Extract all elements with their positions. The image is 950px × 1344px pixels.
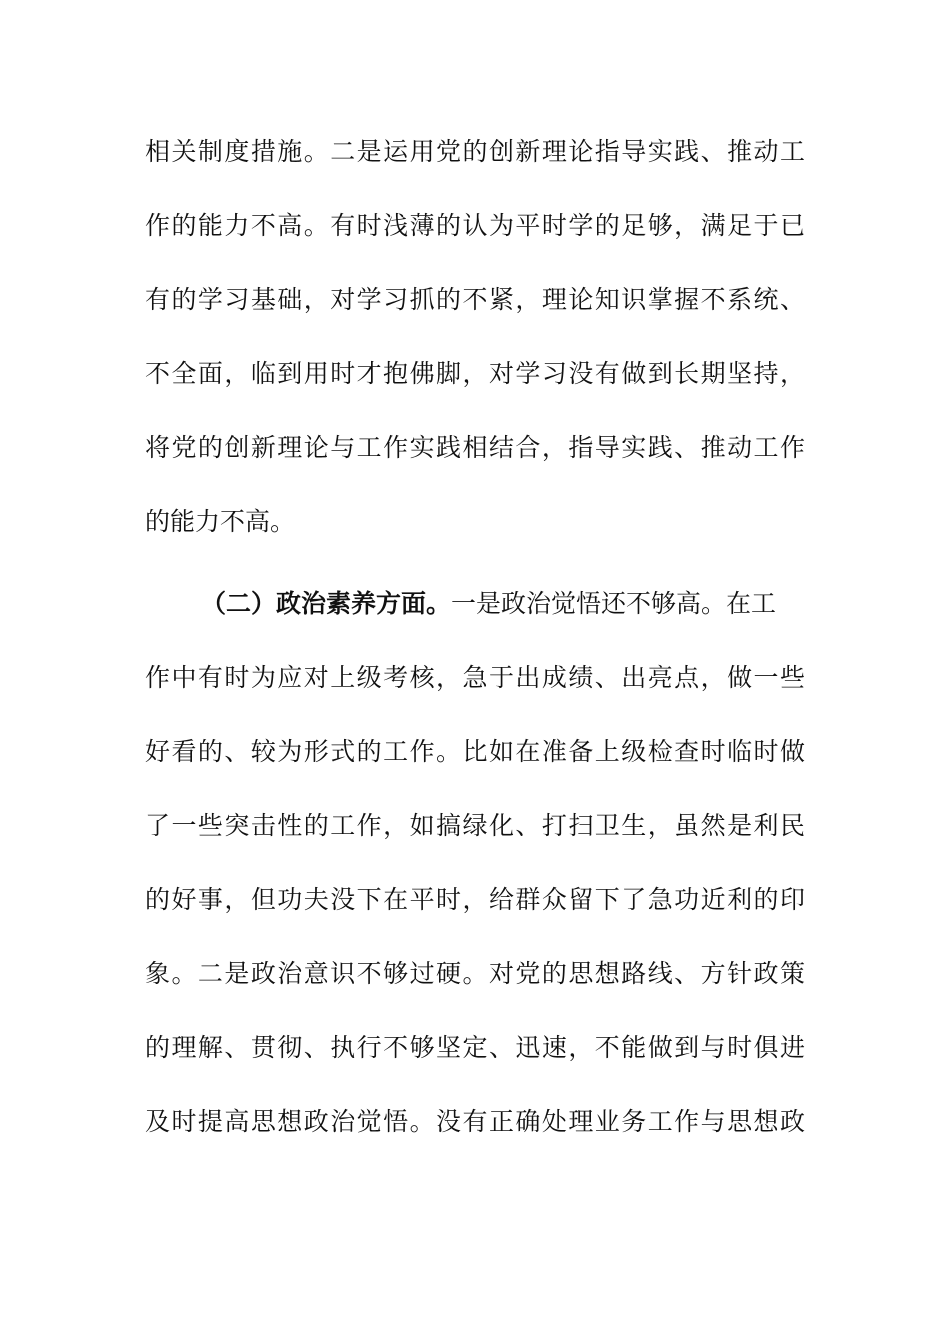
paragraph-line: 有的学习基础，对学习抓的不紧，理论知识掌握不系统、 — [145, 285, 805, 314]
paragraph-line: 的好事，但功夫没下在平时，给群众留下了急功近利的印 — [145, 885, 805, 914]
paragraph-line: 了一些突击性的工作，如搞绿化、打扫卫生，虽然是利民 — [145, 811, 805, 840]
section-heading: （二）政治素养方面。 — [201, 589, 452, 618]
paragraph-line: 好看的、较为形式的工作。比如在准备上级检查时临时做 — [145, 737, 805, 766]
paragraph-line: 作中有时为应对上级考核，急于出成绩、出亮点，做一些 — [145, 663, 805, 692]
paragraph-line: 的能力不高。 — [145, 507, 296, 536]
paragraph-line: 的理解、贯彻、执行不够坚定、迅速，不能做到与时俱进 — [145, 1033, 805, 1062]
paragraph-line: 将党的创新理论与工作实践相结合，指导实践、推动工作 — [145, 433, 805, 462]
paragraph-line: 不全面，临到用时才抱佛脚，对学习没有做到长期坚持， — [145, 359, 805, 388]
paragraph-line: 及时提高思想政治觉悟。没有正确处理业务工作与思想政 — [145, 1107, 805, 1136]
paragraph-line: 作的能力不高。有时浅薄的认为平时学的足够，满足于已 — [145, 211, 805, 240]
section-heading-line — [201, 586, 805, 622]
heading-line-text: 一是政治觉悟还不够高。在工 — [451, 589, 777, 618]
paragraph-line: 象。二是政治意识不够过硬。对党的思想路线、方针政策 — [145, 959, 805, 988]
paragraph-line: 相关制度措施。二是运用党的创新理论指导实践、推动工 — [145, 137, 805, 166]
